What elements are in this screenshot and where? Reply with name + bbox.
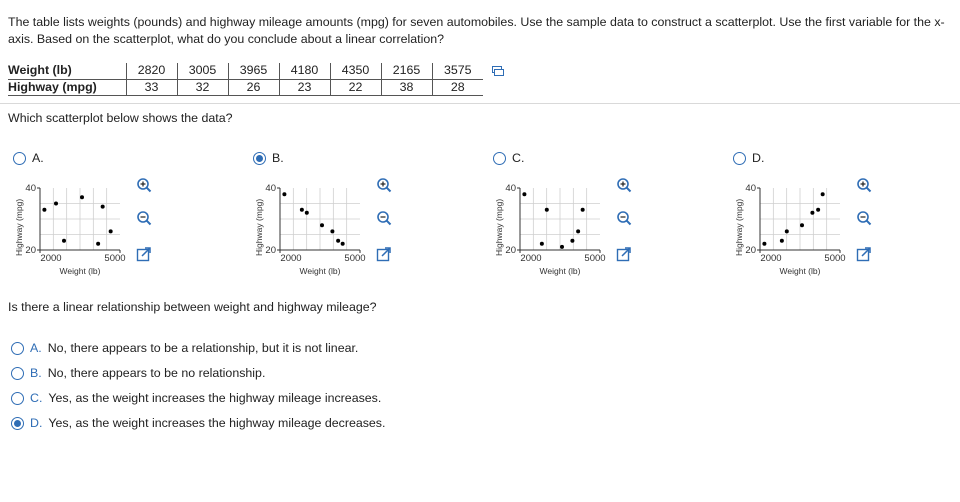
zoom-in-icon[interactable]: [136, 177, 152, 193]
x-tick-label: 2000: [40, 253, 62, 264]
zoom-in-icon[interactable]: [616, 177, 632, 193]
x-axis-label: Weight (lb): [539, 266, 581, 276]
data-table: [8, 63, 483, 96]
data-point: [570, 239, 574, 243]
x-tick-label: 5000: [104, 253, 126, 264]
scatterplot-b: [248, 180, 398, 280]
x-axis-label: Weight (lb): [779, 266, 821, 276]
table-cell: 2165: [381, 63, 432, 79]
answer-c[interactable]: [11, 390, 381, 406]
popout-icon[interactable]: [856, 246, 872, 262]
radio-button[interactable]: [493, 152, 506, 165]
zoom-out-icon[interactable]: [616, 210, 632, 226]
question-scatterplot: Which scatterplot below shows the data?: [8, 111, 233, 125]
radio-button[interactable]: [11, 342, 24, 355]
weight-row-label: Weight (lb): [8, 63, 126, 79]
option-letter: D.: [752, 151, 765, 165]
answer-letter: A.: [30, 341, 42, 355]
table-cell: 22: [330, 79, 381, 95]
scatterplot-svg: [248, 180, 398, 280]
x-axis-label: Weight (lb): [299, 266, 341, 276]
table-cell: 3005: [177, 63, 228, 79]
zoom-in-icon[interactable]: [856, 177, 872, 193]
weight-row: [8, 63, 483, 79]
option-d[interactable]: [733, 150, 764, 166]
y-tick-label: 40: [745, 183, 756, 194]
zoom-out-icon[interactable]: [856, 210, 872, 226]
table-cell: 3965: [228, 63, 279, 79]
scatterplot-d: [728, 180, 878, 280]
table-cell: 23: [279, 79, 330, 95]
zoom-in-icon[interactable]: [376, 177, 392, 193]
data-point: [800, 223, 804, 227]
y-axis-label: Highway (mpg): [14, 198, 24, 256]
plot-grid: [760, 188, 840, 250]
answer-text: No, there appears to be a relationship, but it is not linear.: [47, 341, 359, 355]
option-c[interactable]: [493, 150, 524, 166]
data-point: [305, 211, 309, 215]
table-cell: 38: [381, 79, 432, 95]
table-cell: 3575: [432, 63, 483, 79]
option-letter: B.: [272, 151, 284, 165]
data-point: [109, 229, 113, 233]
data-point: [780, 239, 784, 243]
data-point: [810, 211, 814, 215]
x-axis-label: Weight (lb): [59, 266, 101, 276]
data-point: [581, 208, 585, 212]
y-tick-label: 20: [505, 245, 516, 256]
plot-grid: [520, 188, 600, 250]
data-point: [522, 192, 526, 196]
table-cell: 32: [177, 79, 228, 95]
zoom-out-icon[interactable]: [376, 210, 392, 226]
popout-icon[interactable]: [616, 246, 632, 262]
radio-button[interactable]: [13, 152, 26, 165]
zoom-out-icon[interactable]: [136, 210, 152, 226]
y-tick-label: 20: [745, 245, 756, 256]
popout-icon[interactable]: [376, 246, 392, 262]
answer-letter: B.: [30, 366, 42, 380]
answer-text: Yes, as the weight increases the highway mileage increases.: [48, 391, 382, 405]
data-point: [336, 239, 340, 243]
data-point: [42, 208, 46, 212]
data-point: [54, 202, 58, 206]
data-point: [576, 229, 580, 233]
y-tick-label: 40: [265, 183, 276, 194]
section-divider: [0, 103, 960, 104]
table-cell: 26: [228, 79, 279, 95]
data-point: [282, 192, 286, 196]
option-a[interactable]: [13, 150, 44, 166]
x-tick-label: 2000: [760, 253, 782, 264]
x-tick-label: 2000: [280, 253, 302, 264]
problem-statement: The table lists weights (pounds) and highway mileage amounts (mpg) for seven automobiles. Use the sample data to construct a scatterplot. Use the first variable for the x-axis. Based on the scatterplot, what do you conclude about a linear correlation?: [8, 15, 945, 46]
answer-text: Yes, as the weight increases the highway mileage decreases.: [48, 416, 386, 430]
data-point: [821, 192, 825, 196]
radio-button[interactable]: [733, 152, 746, 165]
table-cell: 4180: [279, 63, 330, 79]
data-point: [330, 229, 334, 233]
scatterplot-svg: [8, 180, 158, 280]
data-point: [545, 208, 549, 212]
x-tick-label: 2000: [520, 253, 542, 264]
popout-icon[interactable]: [136, 246, 152, 262]
y-tick-label: 20: [265, 245, 276, 256]
option-letter: C.: [512, 151, 525, 165]
data-point: [816, 208, 820, 212]
y-tick-label: 40: [25, 183, 36, 194]
x-tick-label: 5000: [824, 253, 846, 264]
y-tick-label: 40: [505, 183, 516, 194]
data-point: [560, 245, 564, 249]
answer-text: No, there appears to be no relationship.: [47, 366, 266, 380]
radio-button[interactable]: [11, 367, 24, 380]
scatterplot-c: [488, 180, 638, 280]
option-letter: A.: [32, 151, 44, 165]
y-axis-label: Highway (mpg): [734, 198, 744, 256]
question-linear: Is there a linear relationship between weight and highway mileage?: [8, 300, 377, 314]
y-axis-label: Highway (mpg): [494, 198, 504, 256]
table-cell: 28: [432, 79, 483, 95]
answer-d[interactable]: [11, 415, 385, 431]
data-point: [101, 205, 105, 209]
data-point: [300, 208, 304, 212]
radio-button[interactable]: [11, 392, 24, 405]
mileage-row-label: Highway (mpg): [8, 79, 126, 95]
data-point: [96, 242, 100, 246]
radio-button-selected[interactable]: [253, 152, 266, 165]
answer-b[interactable]: [11, 365, 265, 381]
answer-a[interactable]: [11, 340, 358, 356]
y-tick-label: 20: [25, 245, 36, 256]
answer-letter: D.: [30, 416, 43, 430]
table-cell: 33: [126, 79, 177, 95]
copy-table-icon[interactable]: [492, 66, 504, 76]
radio-button-selected[interactable]: [11, 417, 24, 430]
scatterplot-svg: [728, 180, 878, 280]
answer-letter: C.: [30, 391, 43, 405]
mileage-row: [8, 79, 483, 95]
table-cell: 2820: [126, 63, 177, 79]
data-point: [320, 223, 324, 227]
data-point: [80, 195, 84, 199]
scatterplot-a: [8, 180, 158, 280]
data-point: [540, 242, 544, 246]
y-axis-label: Highway (mpg): [254, 198, 264, 256]
plot-grid: [280, 188, 360, 250]
data-point: [762, 242, 766, 246]
data-point: [785, 229, 789, 233]
option-b[interactable]: [253, 150, 284, 166]
x-tick-label: 5000: [584, 253, 606, 264]
data-point: [341, 242, 345, 246]
table-cell: 4350: [330, 63, 381, 79]
x-tick-label: 5000: [344, 253, 366, 264]
data-point: [62, 239, 66, 243]
scatterplot-svg: [488, 180, 638, 280]
